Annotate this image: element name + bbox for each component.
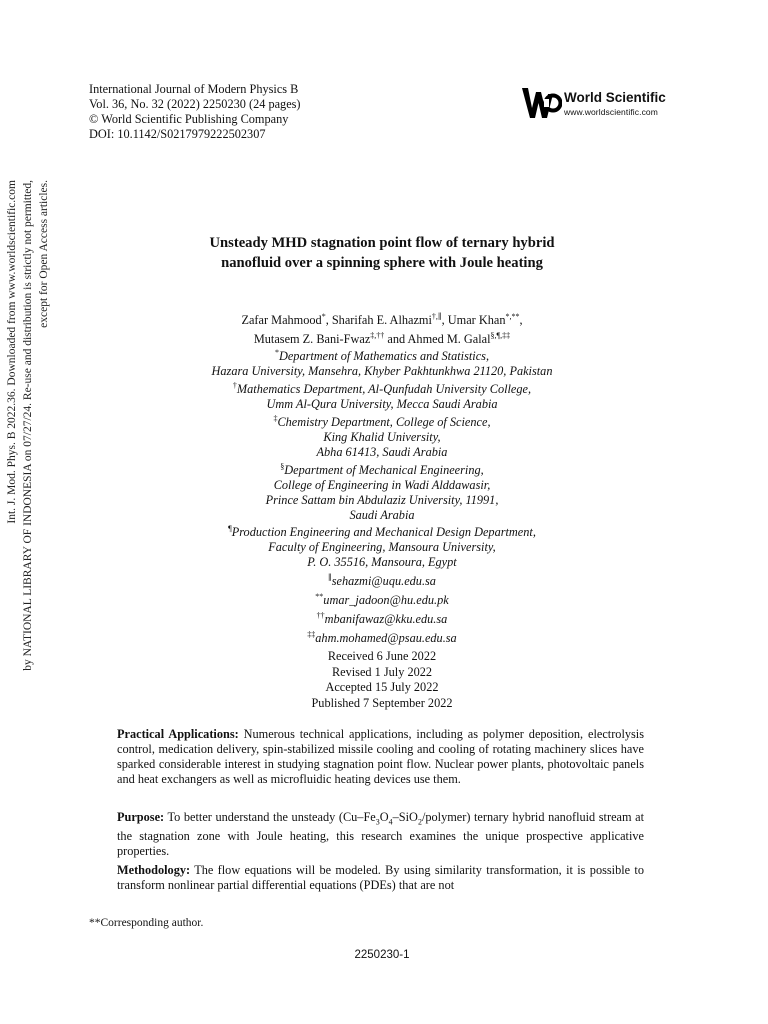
publisher-name: World Scientific: [564, 90, 666, 105]
revised-date: Revised 1 July 2022: [331, 664, 433, 679]
received-date: Received 6 June 2022: [327, 649, 437, 663]
download-notice-line-1: Int. J. Mod. Phys. B 2022.36. Downloaded from www.worldscientific.com: [6, 180, 18, 524]
affiliation: [100, 459, 664, 523]
affiliation-text: Production Engineering and Mechanical Design Department,: [231, 525, 536, 540]
section-text: To better understand the unsteady (Cu–Fe: [167, 810, 376, 824]
journal-volume: Vol. 36, No. 32 (2022) 2250230 (24 pages): [89, 97, 301, 111]
affiliation-line: [100, 459, 664, 478]
affiliation-text: Mathematics Department, Al-Qunfudah University College,: [236, 382, 532, 397]
affiliation-mark: §: [280, 462, 285, 471]
email-mark: ††: [316, 611, 325, 621]
section-label: Purpose:: [117, 810, 165, 824]
download-notice-line-2: by NATIONAL LIBRARY OF INDONESIA on 07/27/24. Re-use and distribution is strictly not permitted, except for Open Access articles.: [22, 180, 50, 671]
affiliation-line: Saudi Arabia: [349, 508, 415, 523]
email-mark: **: [315, 592, 324, 602]
affiliation-mark: ‡: [273, 414, 278, 423]
corresponding-author-footnote: **Corresponding author.: [89, 917, 204, 929]
email-line: [100, 608, 664, 627]
affiliation: [100, 521, 664, 646]
download-notice: [4, 180, 50, 700]
email-mark: ‡‡: [307, 630, 316, 640]
email-line: [100, 570, 664, 589]
subscript: 3: [375, 817, 380, 827]
section-text: –SiO: [392, 810, 418, 824]
email-link[interactable]: umar_jadoon@hu.edu.pk: [323, 593, 449, 608]
subscript: 4: [388, 817, 393, 827]
journal-copyright: © World Scientific Publishing Company: [89, 112, 289, 126]
affiliation-mark: †: [232, 381, 237, 390]
affiliation-text: Department of Mechanical Engineering,: [284, 463, 484, 478]
author-list: [100, 309, 664, 347]
affiliation-line: Abha 61413, Saudi Arabia: [316, 445, 448, 460]
author-name: Mutasem Z. Bani-Fwaz: [253, 332, 371, 347]
email-line: [100, 627, 664, 646]
affiliation-line: Prince Sattam bin Abdulaziz University, 11991,: [265, 493, 499, 508]
publisher-logo: [520, 86, 680, 120]
affiliation-line: Umm Al-Qura University, Mecca Saudi Arabia: [266, 397, 498, 412]
section-text: Numerous technical applications, including as polymer deposition, electrolysis control, medication delivery, spin-stabilized missile cooling and cooling of rotating machinery slices have sparked considerable interest in studying stagnation point flow. Nuclear power plants, photovoltaic panels and heat exchangers as well as microfluidic heating devices use them.: [117, 727, 645, 786]
section-label: Methodology:: [117, 863, 191, 877]
subscript: 2: [417, 817, 422, 827]
affiliation: [100, 345, 664, 379]
accepted-date: Accepted 15 July 2022: [325, 680, 439, 694]
journal-header: [89, 82, 301, 142]
affiliation-text: Chemistry Department, College of Science,: [277, 415, 491, 430]
author-name: Ahmed M. Galal: [407, 332, 491, 347]
journal-name: International Journal of Modern Physics B: [89, 82, 299, 96]
affiliation-line: King Khalid University,: [323, 430, 441, 445]
affiliation-line: Hazara University, Mansehra, Khyber Pakhtunkhwa 21120, Pakistan: [211, 364, 553, 379]
affiliation-line: [100, 411, 664, 430]
affiliation-line: [100, 378, 664, 397]
title-line-1: Unsteady MHD stagnation point flow of ternary hybrid: [209, 235, 555, 251]
affiliation: [100, 378, 664, 412]
affiliation-line: College of Engineering in Wadi Alddawasir,: [273, 478, 491, 493]
author-conjunction: and: [387, 332, 406, 347]
email-link[interactable]: ahm.mohamed@psau.edu.sa: [315, 631, 457, 646]
published-date: Published 7 September 2022: [311, 695, 453, 710]
page-number: 2250230-1: [354, 949, 410, 961]
title-line-2: nanofluid over a spinning sphere with Joule heating: [221, 255, 543, 271]
journal-doi[interactable]: DOI: 10.1142/S0217979222502307: [89, 127, 266, 141]
author-mark: *,**: [505, 312, 520, 321]
author-name: Sharifah E. Alhazmi: [331, 313, 432, 328]
author-name: Umar Khan: [447, 313, 506, 328]
affiliation-line: P. O. 35516, Mansoura, Egypt: [307, 555, 457, 570]
email-link[interactable]: sehazmi@uqu.edu.sa: [331, 574, 436, 589]
affiliation-line: Faculty of Engineering, Mansoura University,: [268, 540, 496, 555]
section-text: The flow equations will be modeled. By using similarity transformation, it is possible to transform nonlinear partial differential equations (PDEs) that are not: [117, 863, 644, 892]
email-line: [100, 589, 664, 608]
publication-dates: [200, 649, 564, 711]
author-mark: ‡,††: [370, 331, 385, 341]
email-mark: ∥: [328, 573, 332, 583]
affiliation-text: Department of Mathematics and Statistics,: [278, 349, 490, 364]
affiliation-line: [100, 345, 664, 364]
author-name: Zafar Mahmood: [241, 313, 322, 328]
email-link[interactable]: mbanifawaz@kku.edu.sa: [324, 612, 448, 627]
practical-applications-paragraph: [117, 727, 644, 787]
affiliation-line: [100, 521, 664, 540]
affiliation-mark: ¶: [228, 524, 232, 533]
section-text: O: [379, 810, 389, 824]
section-text: /polymer) ternary hybrid nanofluid stream at the stagnation zone with Joule heating, this research examines the unique prospective applicative properties.: [117, 810, 644, 859]
affiliation-mark: *: [274, 348, 279, 357]
author-mark: †,∥: [431, 312, 442, 321]
world-scientific-logo-icon: [520, 86, 562, 120]
methodology-paragraph: [117, 863, 644, 893]
download-notice-text: [4, 180, 50, 700]
section-label: Practical Applications:: [117, 727, 239, 741]
purpose-paragraph: [117, 810, 644, 859]
affiliation: [100, 411, 664, 460]
author-mark: *: [321, 312, 326, 321]
author-mark: §,¶,‡‡: [490, 331, 511, 341]
author-line-1: Zafar Mahmood*, Sharifah E. Alhazmi†,∥, Umar Khan*,**,: [241, 312, 523, 328]
paper-title: [100, 233, 664, 273]
publisher-url[interactable]: www.worldscientific.com: [564, 107, 658, 117]
